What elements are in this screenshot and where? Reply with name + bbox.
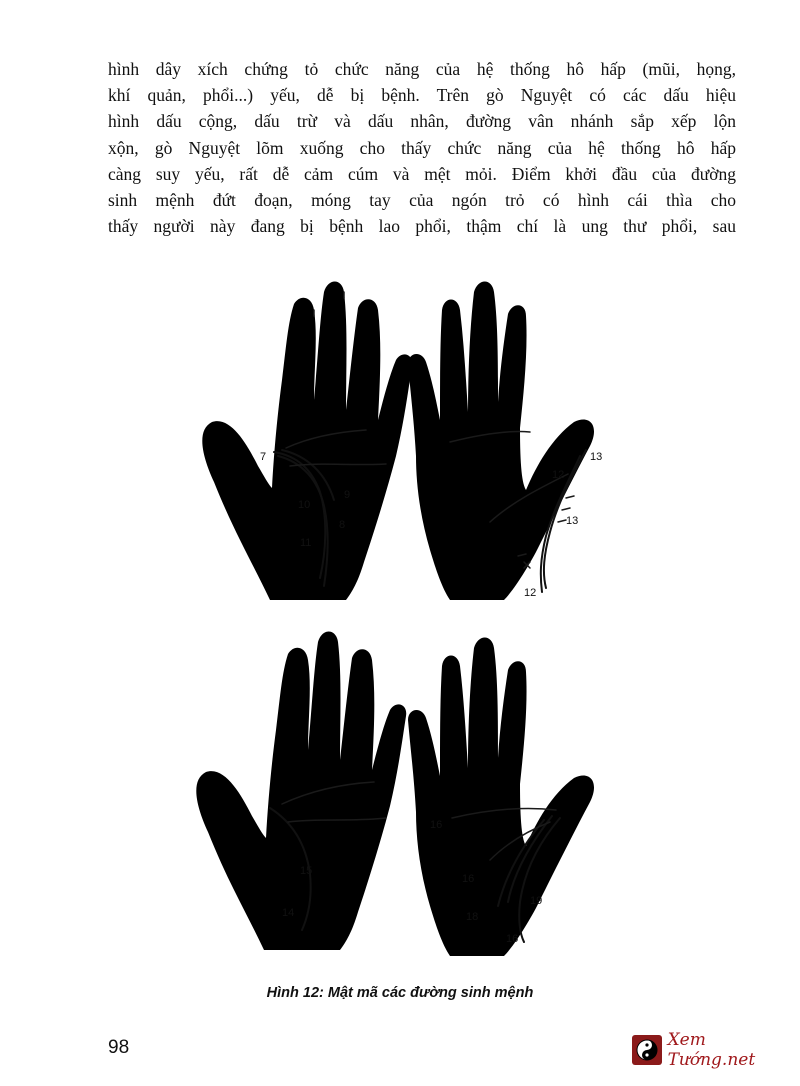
label-10: 10 <box>298 499 311 511</box>
label-9: 9 <box>344 489 351 501</box>
text-line: càng suy yếu, rất dễ cảm cúm và mệt mỏi. Điểm khởi đầu của đường <box>108 163 736 184</box>
text-line: khí quản, phổi...) yếu, dễ bị bệnh. Trên gò Nguyệt có các dấu hiệu <box>108 85 736 106</box>
watermark-text: Xem Tướng.net <box>667 1030 756 1070</box>
label-13: 13 <box>566 515 579 527</box>
label-13: 13 <box>590 451 603 463</box>
body-paragraph <box>108 56 736 239</box>
label-19: 19 <box>530 895 543 907</box>
label-16: 16 <box>506 933 519 945</box>
text-line: thấy người này đang bị bệnh lao phổi, thậm chí là ung thư phổi, sau <box>108 216 736 237</box>
yin-yang-icon <box>632 1035 662 1065</box>
label-12: 12 <box>524 587 537 599</box>
text-line: hình dấu cộng, dấu trừ và dấu nhân, đường vân nhánh sắp xếp lộn <box>108 111 736 132</box>
text-line: sinh mệnh đứt đoạn, móng tay của ngón trỏ có hình cái thìa cho <box>108 190 736 211</box>
site-watermark <box>632 1032 797 1068</box>
text-line: hình dây xích chứng tỏ chức năng của hệ thống hô hấp (mũi, họng, <box>108 59 736 79</box>
label-14: 14 <box>282 907 295 919</box>
hand-top-right <box>408 282 594 601</box>
hand-bottom-right <box>408 638 594 957</box>
figure-caption: Hình 12: Mật mã các đường sinh mệnh <box>266 985 534 1001</box>
label-8: 8 <box>339 519 346 531</box>
label-7: 7 <box>260 451 267 463</box>
label-11: 11 <box>300 537 312 549</box>
label-16: 16 <box>430 819 443 831</box>
hand-bottom-left <box>196 632 406 951</box>
text-line: xộn, gò Nguyệt lõm xuống cho thấy chức năng của hệ thống hô hấp <box>108 137 736 158</box>
label-12: 12 <box>552 469 565 481</box>
label-15: 15 <box>300 865 313 877</box>
palm-illustration <box>190 270 660 960</box>
page-number: 98 <box>108 1037 130 1058</box>
palm-figure <box>190 270 660 960</box>
label-16: 16 <box>462 873 475 885</box>
label-18: 18 <box>466 911 479 923</box>
